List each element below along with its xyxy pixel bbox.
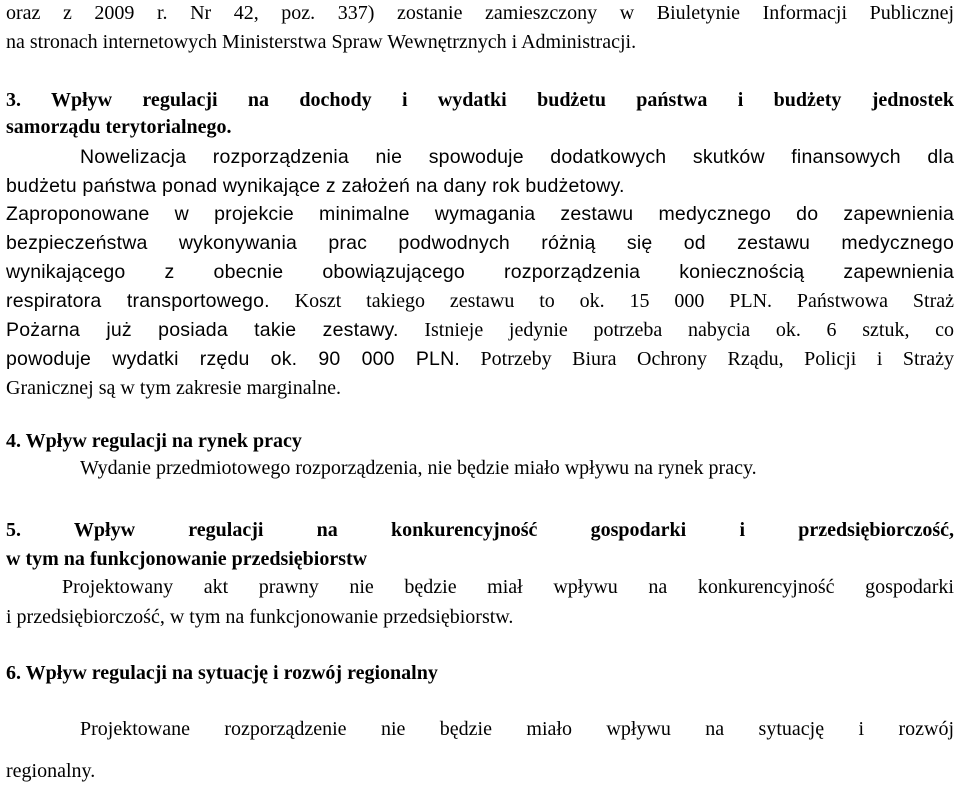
text-run: Projektowany akt prawny nie będzie miał wpływu na konkurencyjność gospodarki [62,576,954,598]
paragraph-line [6,1,954,25]
section-6-heading [6,661,954,685]
paragraph-line [6,202,954,226]
text-run: i przedsiębiorczość, w tym na funkcjonowanie przedsiębiorstw. [6,606,514,628]
text-run: regionalny. [6,760,96,782]
heading-text: 4. Wpływ regulacji na rynek pracy [6,430,302,452]
paragraph-line [6,231,954,255]
paragraph-line [80,456,954,480]
section-5-heading-cont [6,547,954,571]
text-run: oraz z 2009 r. Nr 42, poz. 337) zostanie zamieszczony w Biuletynie Informacji Publicznej [6,2,954,24]
paragraph-line [6,260,954,284]
text-run: Potrzeby Biura Ochrony Rządu, Policji i Straży [480,348,955,370]
paragraph-line [6,174,954,198]
text-run: Koszt takiego zestawu to ok. 15 000 PLN. Państwowa Straż [294,290,955,312]
text-run: wynikającego z obecnie obowiązującego rozporządzenia koniecznością zapewnienia [6,261,954,283]
text-run: Istnieje jedynie potrzeba nabycia ok. 6 sztuk, co [424,319,954,341]
paragraph-line [6,347,954,371]
text-run: Pożarna już posiada takie zestawy. [6,319,399,341]
heading-text: 3. Wpływ regulacji na dochody i wydatki budżetu państwa i budżety jednostek [6,89,954,111]
heading-text: 6. Wpływ regulacji na sytuację i rozwój regionalny [6,662,438,684]
heading-text: w tym na funkcjonowanie przedsiębiorstw [6,548,368,570]
section-4-heading [6,429,954,453]
text-run: Nowelizacja rozporządzenia nie spowoduje dodatkowych skutków finansowych dla [80,146,954,168]
text-run: na stronach internetowych Ministerstwa Spraw Wewnętrznych i Administracji. [6,31,637,53]
heading-text: 5. Wpływ regulacji na konkurencyjność gospodarki i przedsiębiorczość, [6,519,954,541]
paragraph-line [6,605,954,629]
paragraph-line [80,145,954,169]
text-run: Projektowane rozporządzenie nie będzie miało wpływu na sytuację i rozwój [80,718,954,740]
heading-text: samorządu terytorialnego. [6,116,232,138]
text-run: budżetu państwa ponad wynikające z założeń na dany rok budżetowy. [6,175,625,197]
paragraph-line [6,318,954,342]
text-run: Zaproponowane w projekcie minimalne wymagania zestawu medycznego do zapewnienia [6,203,954,225]
text-run: bezpieczeństwa wykonywania prac podwodnych różnią się od zestawu medycznego [6,232,954,254]
section-3-heading [6,88,954,112]
paragraph-line [6,30,954,54]
paragraph-line [6,289,954,313]
paragraph-line [6,376,954,400]
section-3-heading-cont [6,115,954,139]
text-run: Granicznej są w tym zakresie marginalne. [6,377,342,399]
text-run: respiratora transportowego. [6,290,270,312]
text-run: powoduje wydatki rzędu ok. 90 000 PLN. [6,348,460,370]
section-5-heading [6,518,954,542]
paragraph-line [62,575,954,599]
paragraph-line [80,717,954,741]
paragraph-line [6,759,954,783]
text-run: Wydanie przedmiotowego rozporządzenia, nie będzie miało wpływu na rynek pracy. [80,457,757,479]
